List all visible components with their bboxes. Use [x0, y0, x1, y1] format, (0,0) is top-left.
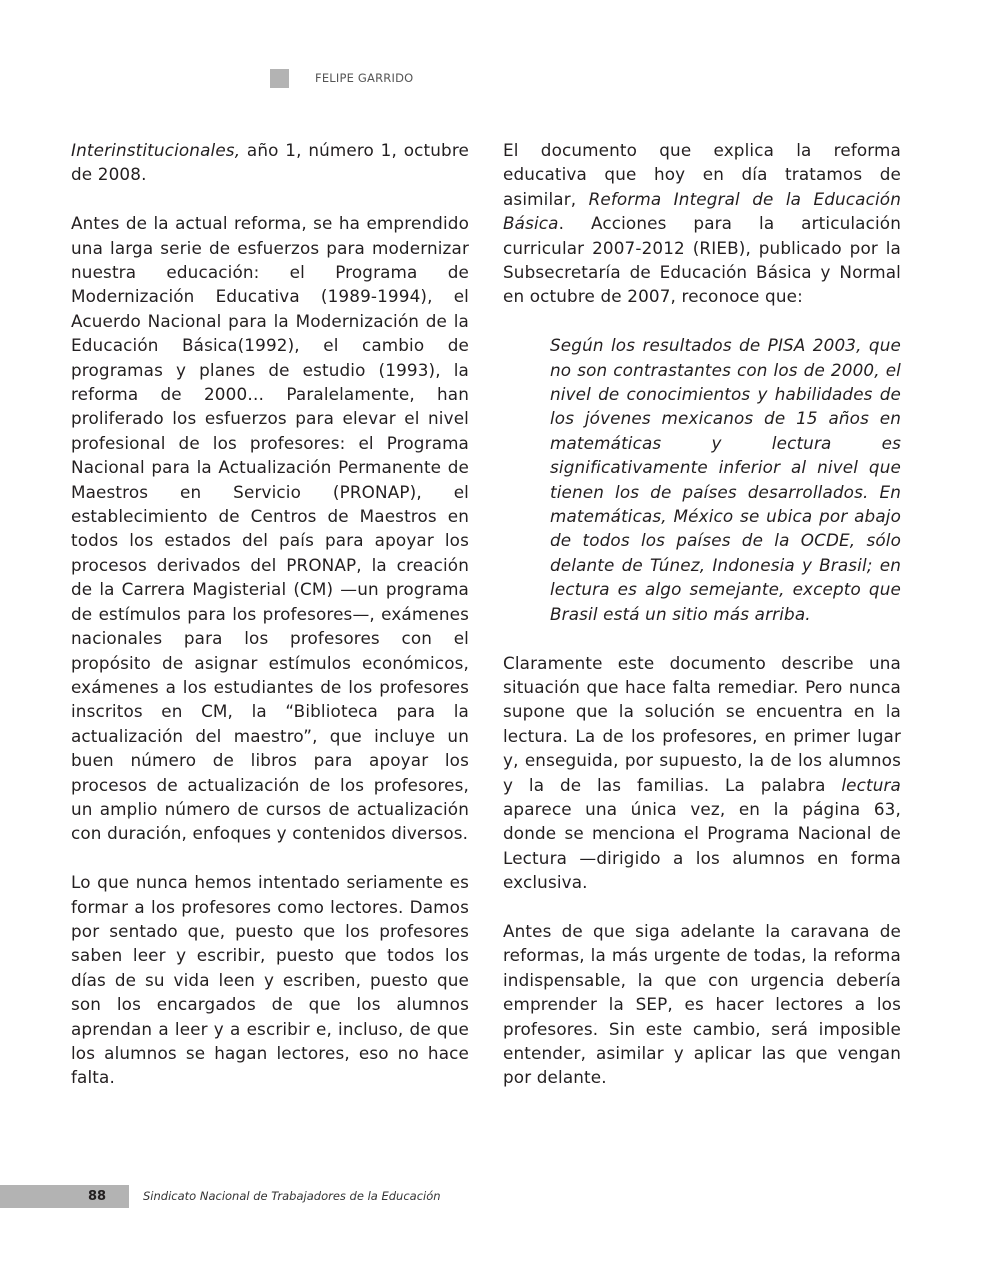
paragraph-rieb [503, 138, 901, 309]
paragraph-conclusion: Antes de que siga adelante la caravana de reformas, la más urgente de todas, la reforma indispensable, la que con urgencia debería emprender la SEP, es hacer lectores a los profesores. Sin este cambio, será imposible entender, asimilar y aplicar las que vengan por delante. [503, 920, 901, 1088]
rieb-text-a: El documento que explica la reforma educativa que hoy en día tratamos de asimilar, [503, 140, 901, 209]
citation-rest: año 1, número 1, octubre de 2008. [71, 140, 469, 185]
paragraph-situation [503, 651, 901, 895]
right-column [503, 138, 901, 1114]
paragraph-reforms: Antes de la actual reforma, se ha emprendido una larga serie de esfuerzos para modernizar nuestra educación: el Programa de Modernización Educativa (1989-1994), el Acuerdo Nacional para la Modernización de la Educación Básica(1992), el cambio de programas y planes de estudio (1993), la reforma de 2000… Paralelamente, han proliferado los esfuerzos para elevar el nivel profesional de los profesores: el Programa Nacional para la Actualización Permanente de Maestros en Servicio (PRONAP), el establecimiento de Centros de Maestros en todos los estados del país para apoyar los procesos derivados del PRONAP, la creación de la Carrera Magisterial (CM) —un programa de estímulos para los profesores—, exámenes nacionales para los profesores con el propósito de asignar estímulos económicos, exámenes a los estudiantes de los profesores inscritos en CM, la “Biblioteca para la actualización del maestro”, que incluye un buen número de libros para apoyar los procesos de actualización de los profesores, un amplio número de cursos de actualización con duración, enfoques y contenidos diversos. [71, 213, 469, 844]
situation-text-b: aparece una única vez, en la página 63, donde se menciona el Programa Nacional de Lectura —dirigido a los alumnos en forma exclusiva. [503, 798, 901, 893]
situation-text-a: Claramente este documento describe una situación que hace falta remediar. Pero nunca supone que la solución se encuentra en la lectura. La de los profesores, en primer lugar y, enseguida, por supuesto, la de los alumnos y la de las familias. La palabra [503, 652, 901, 795]
running-header-author: FELIPE GARRIDO [315, 71, 414, 85]
block-quote-pisa: Según los resultados de PISA 2003, que no son contrastantes con los de 2000, el nivel de conocimientos y habilidades de los jóvenes mexicanos de 15 años en matemáticas y lectura es significativamente inferior al nivel que tienen los de países desarrollados. En matemáticas, México se ubica por abajo de todos los países de la OCDE, sólo delante de Túnez, Indonesia y Brasil; en lectura es algo semejante, excepto que Brasil está un sitio más arriba. [550, 335, 901, 624]
page-number: 88 [88, 1189, 107, 1204]
rieb-text-b: . Acciones para la articulación curricular 2007-2012 (RIEB), publicado por la Subsecretaría de Educación Básica y Normal en octubre de 2007, reconoce que: [503, 213, 901, 307]
header-marker [270, 69, 289, 88]
footer-publication: Sindicato Nacional de Trabajadores de la Educación [143, 1189, 441, 1203]
paragraph-citation-end [71, 138, 469, 187]
rieb-title-italic: Reforma Integral de la Educación Básica [503, 188, 901, 234]
paragraph-teachers-readers: Lo que nunca hemos intentado seriamente es formar a los profesores como lectores. Damos por sentado que, puesto que los profesores saben leer y escribir, puesto que todos los días de su vida leen y escriben, puesto que son los encargados de que los alumnos aprendan a leer y a escribir e, incluso, de que los alumnos se hagan lectores, eso no hace falta. [71, 872, 469, 1088]
situation-italic-word: lectura [841, 774, 901, 795]
left-column [71, 138, 469, 1114]
citation-italic: Interinstitucionales, [71, 140, 241, 160]
